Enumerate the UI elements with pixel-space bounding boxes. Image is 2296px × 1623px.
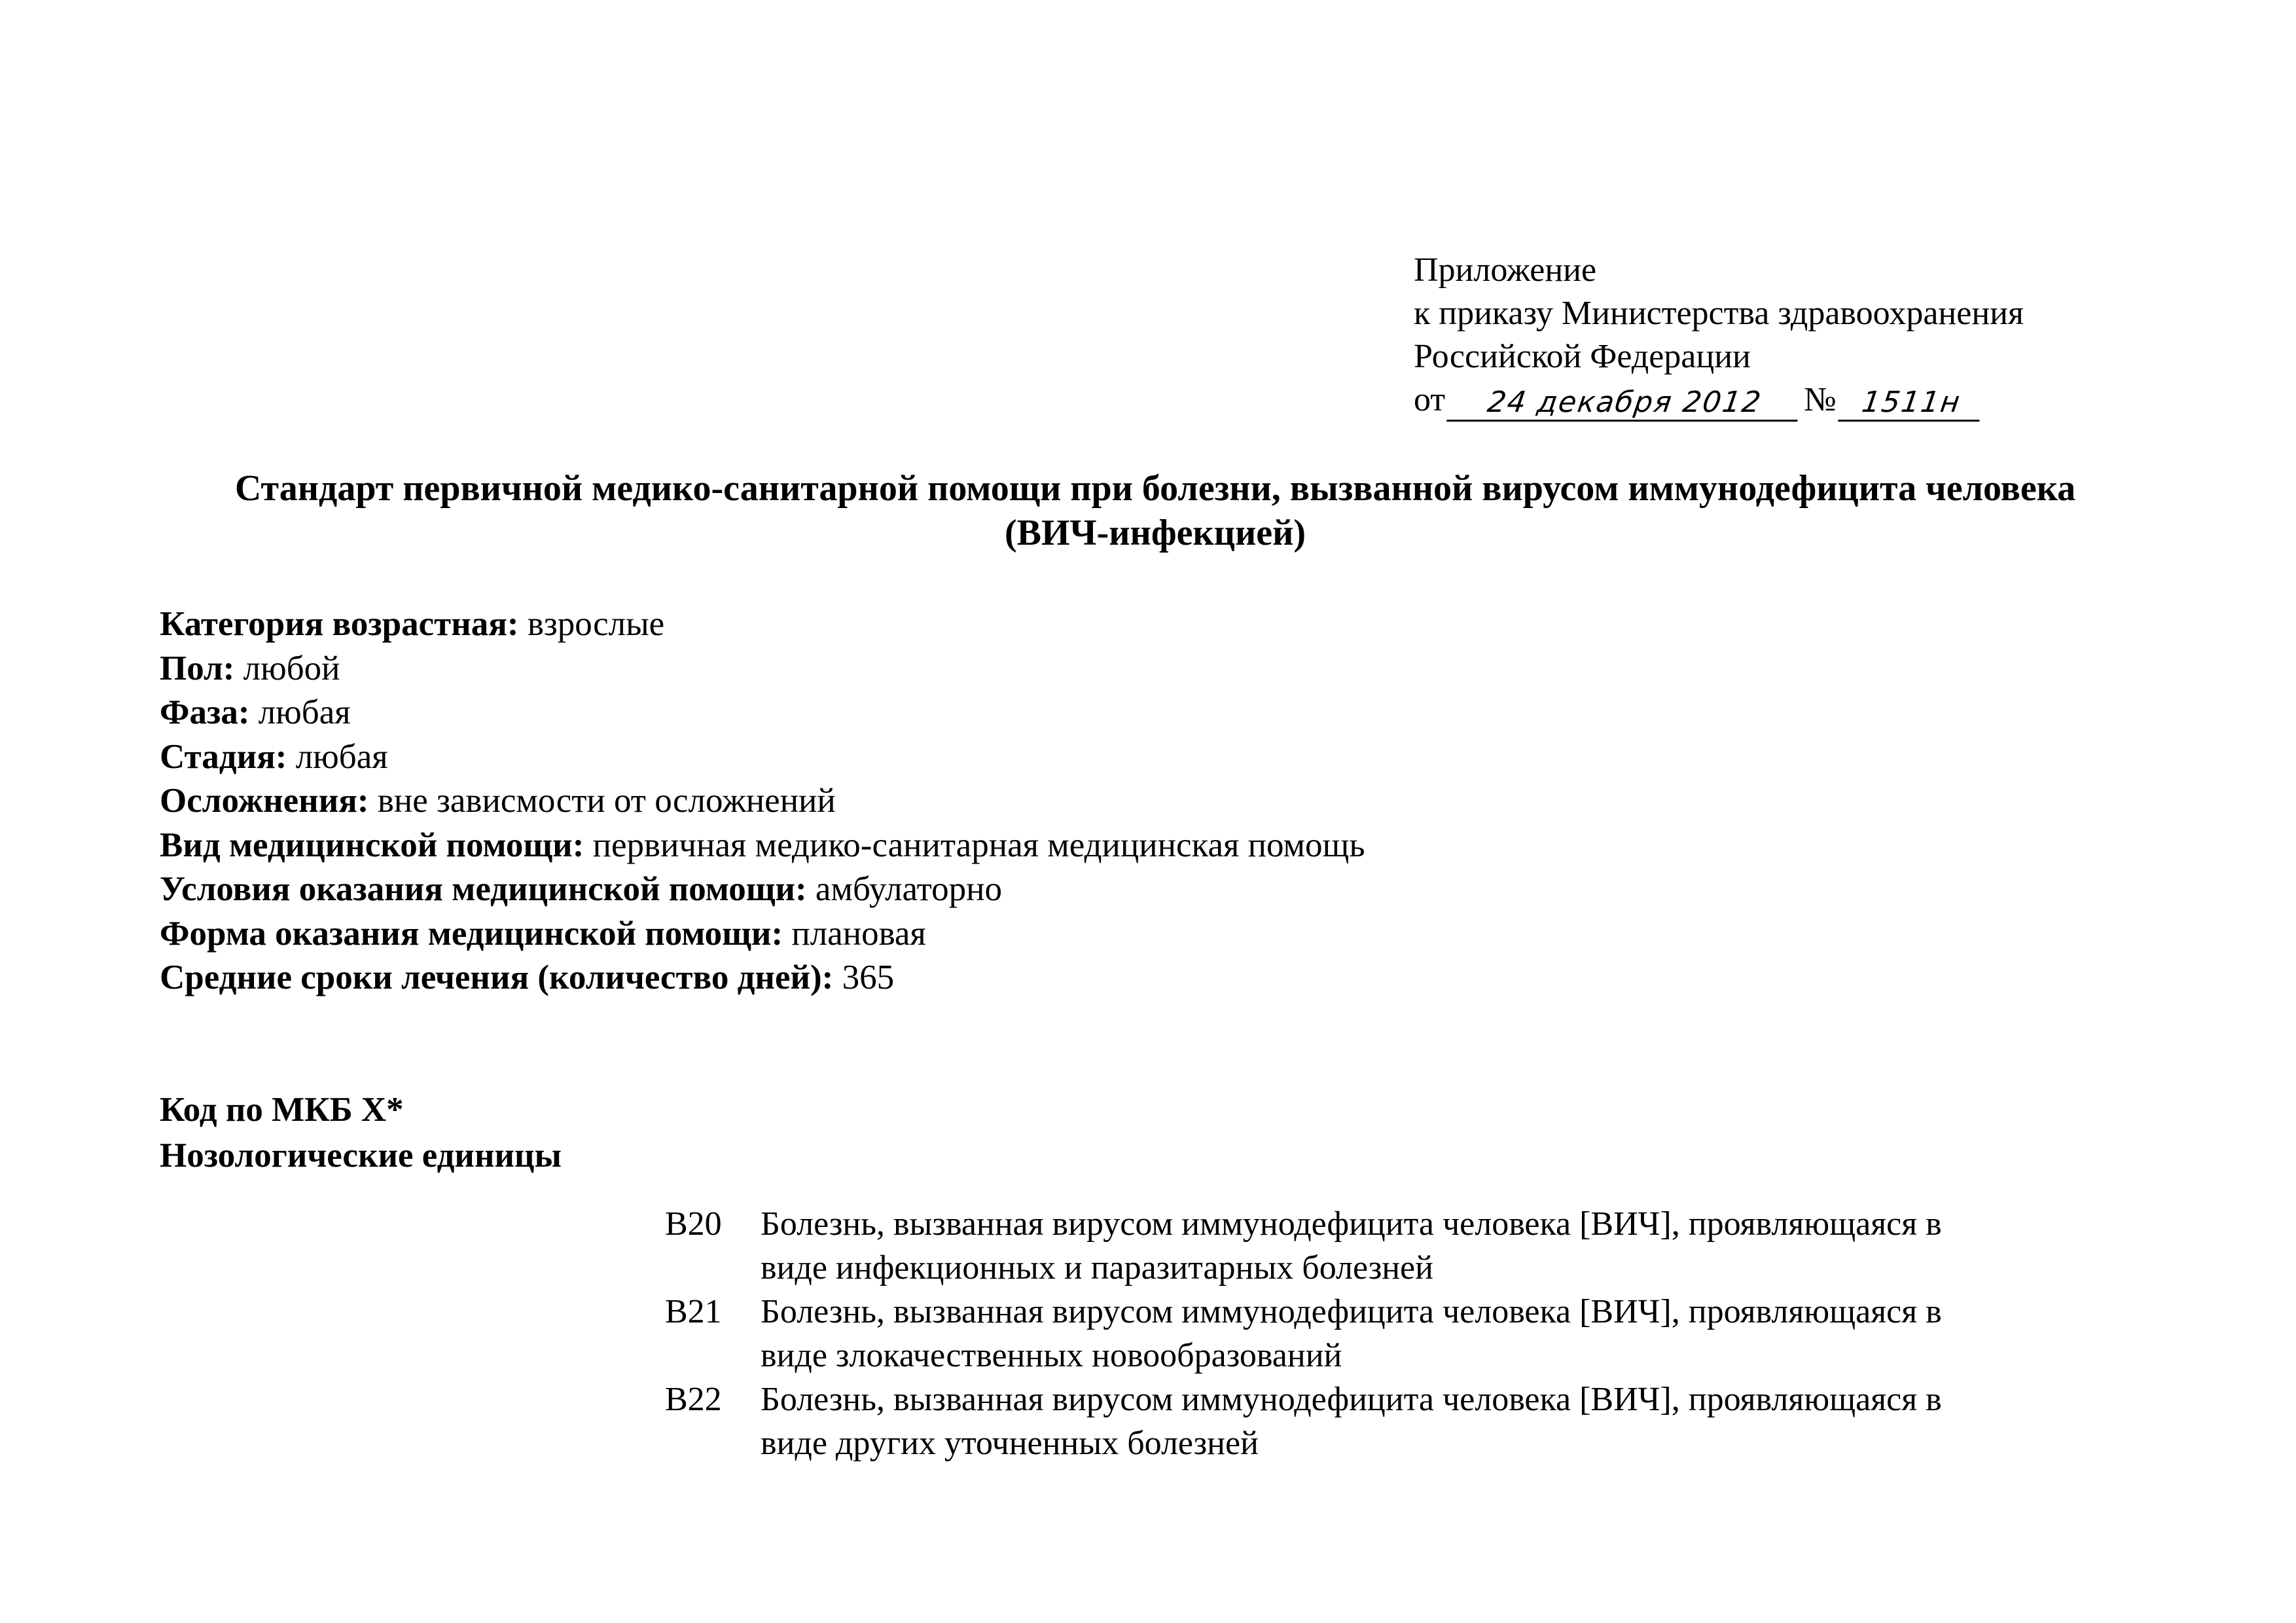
page-title [157, 466, 2153, 555]
attribute-value: вне зависмости от осложнений [368, 782, 836, 820]
icd-description-line: Болезнь, вызванная вирусом иммунодефицита человека [ВИЧ], проявляющаяся в [761, 1381, 1942, 1418]
attribute-key: Вид медицинской помощи: [160, 826, 584, 864]
attribute-key: Форма оказания медицинской помощи: [160, 914, 783, 953]
handwritten-order-number: 1511н [1838, 386, 1984, 422]
icd-description-line: виде инфекционных и паразитарных болезней [761, 1249, 1433, 1286]
attribute-value: любая [249, 693, 351, 731]
appendix-header [1414, 249, 2212, 422]
attribute-value: плановая [783, 914, 926, 953]
attribute-row-age-category [160, 602, 2058, 647]
icd-code: B20 [665, 1205, 722, 1243]
nosological-units-heading: Нозологические единицы [160, 1137, 562, 1175]
attribute-value: любой [234, 649, 340, 687]
attribute-row-complications [160, 779, 2058, 824]
attribute-value: амбулаторно [806, 870, 1002, 908]
order-prefix: от [1414, 381, 1446, 418]
icd-item-b20 [665, 1202, 2170, 1290]
icd-code: B21 [665, 1293, 722, 1330]
icd-description-line: Болезнь, вызванная вирусом иммунодефицита человека [ВИЧ], проявляющаяся в [761, 1205, 1942, 1243]
order-reference: к приказу Министерства здравоохранения [1414, 295, 2024, 332]
icd-code: B22 [665, 1381, 722, 1418]
attribute-key: Осложнения: [160, 782, 369, 820]
order-date-number-line [1414, 378, 2212, 422]
icd-heading [160, 1087, 562, 1178]
attribute-value: любая [287, 737, 388, 776]
attribute-value: 365 [833, 958, 895, 996]
attribute-row-care-conditions [160, 867, 2058, 912]
icd-description-line: виде других уточненных болезней [761, 1425, 1259, 1462]
attribute-row-stage [160, 735, 2058, 780]
icd-code-list [665, 1202, 2170, 1465]
attribute-row-care-type [160, 824, 2058, 868]
icd-description [761, 1290, 2170, 1377]
icd-description [761, 1377, 2170, 1465]
attribute-key: Категория возрастная: [160, 605, 519, 643]
attribute-row-sex [160, 647, 2058, 691]
attribute-key: Пол: [160, 649, 235, 687]
title-line-1: Стандарт первичной медико-санитарной помощи при болезни, вызванной вирусом иммунодефицита человека [234, 468, 2076, 509]
ministry-country: Российской Федерации [1414, 338, 1751, 375]
icd-item-b21 [665, 1290, 2170, 1377]
title-line-2: (ВИЧ-инфекцией) [1004, 513, 1306, 553]
attribute-row-treatment-duration [160, 956, 2058, 1000]
handwritten-order-date: 24 декабря 2012 [1446, 386, 1803, 422]
attribute-key: Стадия: [160, 737, 287, 776]
icd-item-b22 [665, 1377, 2170, 1465]
attribute-key: Условия оказания медицинской помощи: [160, 870, 807, 908]
attribute-value: взрослые [518, 605, 665, 643]
attribute-row-care-form [160, 912, 2058, 957]
appendix-label: Приложение [1414, 251, 1597, 289]
icd-code-heading: Код по МКБ X* [160, 1091, 404, 1129]
attribute-value: первичная медико-санитарная медицинская помощь [584, 826, 1365, 864]
order-number-label: № [1804, 381, 1837, 418]
standard-attributes [160, 602, 2058, 1000]
attribute-row-phase [160, 691, 2058, 735]
icd-description [761, 1202, 2170, 1290]
attribute-key: Фаза: [160, 693, 250, 731]
attribute-key: Средние сроки лечения (количество дней): [160, 958, 834, 996]
icd-description-line: Болезнь, вызванная вирусом иммунодефицита человека [ВИЧ], проявляющаяся в [761, 1293, 1942, 1330]
icd-description-line: виде злокачественных новообразований [761, 1337, 1342, 1374]
